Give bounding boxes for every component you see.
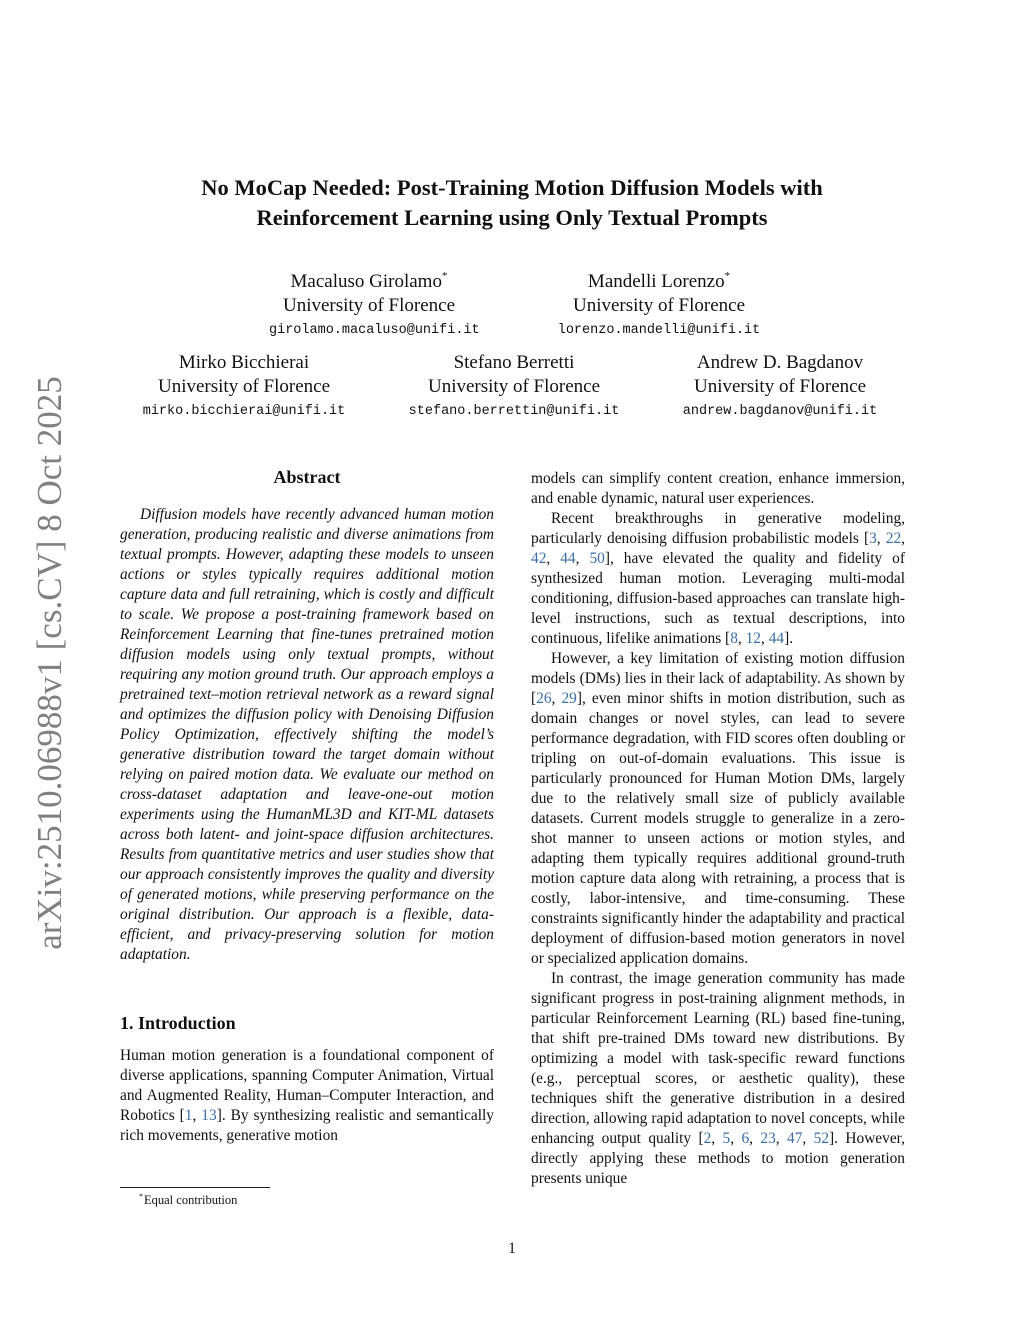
citation-link[interactable]: 6 <box>741 1130 750 1147</box>
author-andrew-bagdanov <box>672 351 888 422</box>
footnote <box>120 1191 494 1209</box>
author-name: Andrew D. Bagdanov <box>696 352 864 373</box>
citation-link[interactable]: 13 <box>201 1107 217 1124</box>
footnote-rule <box>120 1187 270 1188</box>
equal-contribution-mark: * <box>441 270 448 282</box>
author-affiliation: University of Florence <box>427 376 600 397</box>
footnote-mark: * <box>139 1192 143 1201</box>
right-column <box>531 469 905 1189</box>
author-name: Macaluso Girolamo <box>290 271 442 292</box>
title-line-1: No MoCap Needed: Post-Training Motion Diffusion Models with <box>201 175 823 200</box>
paper-title <box>120 173 904 233</box>
citation-link[interactable]: 23 <box>760 1130 776 1147</box>
citation-link[interactable]: 29 <box>561 690 577 707</box>
author-name: Stefano Berretti <box>453 352 575 373</box>
equal-contribution-mark: * <box>724 270 731 282</box>
author-name: Mandelli Lorenzo <box>587 271 725 292</box>
footnote-text: Equal contribution <box>144 1193 238 1207</box>
citation-link[interactable]: 2 <box>703 1130 712 1147</box>
abstract-text: Diffusion models have recently advanced human motion generation, producing realistic and diverse animations from textual prompts. However, adapting these models to unseen actions or styles typically requires additional motion capture data and full retraining, which is costly and difficult to scale. We propose a post-training framework based on Reinforcement Learning that fine-tunes pretrained motion diffusion models using only textual prompts, without requiring any motion ground truth. Our approach employs a pretrained text–motion retrieval network as a reward signal and optimizes the diffusion policy with Denoising Diffusion Policy Optimization, effectively shifting the model’s generative distribution toward the target domain without relying on paired motion data. We evaluate our method on cross-dataset adaptation and leave-one-out motion experiments using the HumanML3D and KIT-ML datasets across both latent- and joint-space diffusion architectures. Results from quantitative metrics and user studies show that our approach consistently improves the quality and diversity of generated motions, while preserving performance on the original distribution. Our approach is a flexible, data-efficient, and privacy-preserving solution for motion adaptation. <box>120 506 494 963</box>
citation-link[interactable]: 22 <box>885 530 902 547</box>
citation-link[interactable]: 44 <box>560 550 576 567</box>
intro-paragraph-1: Human motion generation is a foundational component of diverse applications, spanning Computer Animation, Virtual and Augmented Reality, Human–Computer Interaction, and Robotics [1, 13]. By synthesizing realistic and semantically rich movements, generative motion <box>120 1047 494 1144</box>
author-email[interactable]: girolamo.macaluso@unifi.it <box>269 323 480 338</box>
left-column <box>120 465 494 1146</box>
author-name: Mirko Bicchierai <box>178 352 310 373</box>
citation-link[interactable]: 47 <box>787 1130 803 1147</box>
citation-link[interactable]: 1 <box>184 1107 193 1124</box>
author-macaluso-girolamo <box>269 270 480 341</box>
citation-link[interactable]: 5 <box>722 1130 731 1147</box>
intro-paragraph-1-continued: models can simplify content creation, enhance immersion, and enable dynamic, natural user experiences. <box>531 470 905 507</box>
intro-paragraph-3: However, a key limitation of existing motion diffusion models (DMs) lies in their lack of adaptability. As shown by [26, 29], even minor shifts in motion distribution, such as domain changes or novel styles, can lead to severe performance degradation, with FID scores often doubling or tripling on out-of-domain evaluations. This issue is particularly pronounced for Human Motion DMs, largely due to the relatively small size of publicly available datasets. Current models struggle to generalize in a zero-shot manner to unseen actions or motion styles, and adapting them typically requires additional ground-truth motion capture data along with retraining, a process that is costly, labor-intensive, and time-consuming. These constraints significantly hinder the adaptability and practical deployment of diffusion-based motion generators in novel or specialized application domains. <box>531 650 905 967</box>
citation-link[interactable]: 50 <box>589 550 605 567</box>
author-affiliation: University of Florence <box>157 376 330 397</box>
citation-link[interactable]: 26 <box>536 690 552 707</box>
title-line-2: Reinforcement Learning using Only Textual Prompts <box>256 205 768 230</box>
citation-link[interactable]: 12 <box>745 630 761 647</box>
arxiv-identifier: arXiv:2510.06988v1 [cs.CV] 8 Oct 2025 <box>30 376 70 950</box>
author-email[interactable]: mirko.bicchierai@unifi.it <box>142 404 346 419</box>
author-affiliation: University of Florence <box>572 295 745 316</box>
citation-link[interactable]: 3 <box>869 530 877 547</box>
author-email[interactable]: lorenzo.mandelli@unifi.it <box>557 323 761 338</box>
author-mirko-bicchierai <box>134 351 354 422</box>
author-affiliation: University of Florence <box>693 376 866 397</box>
intro-paragraph-2: Recent breakthroughs in generative modeling, particularly denoising diffusion probabilistic models [3, 22, 42, 44, 50], have elevated the quality and fidelity of synthesized human motion. Leveraging multi-modal conditioning, diffusion-based approaches can translate high-level instructions, such as textual descriptions, into continuous, lifelike animations [8, 12, 44]. <box>531 510 905 647</box>
author-affiliation: University of Florence <box>282 295 455 316</box>
author-email[interactable]: andrew.bagdanov@unifi.it <box>682 404 878 419</box>
abstract-heading: Abstract <box>273 467 341 487</box>
author-email[interactable]: stefano.berrettin@unifi.it <box>408 404 620 419</box>
citation-link[interactable]: 42 <box>531 550 547 567</box>
citation-link[interactable]: 8 <box>730 630 738 647</box>
page-number: 1 <box>508 1240 516 1257</box>
intro-paragraph-4: In contrast, the image generation community has made significant progress in post-training alignment methods, in particular Reinforcement Learning (RL) based fine-tuning, that shift pre-trained DMs toward new distributions. By optimizing a model with task-specific reward functions (e.g., perceptual scores, or aesthetic quality), these techniques shift the generative distribution in a desired direction, allowing rapid adaptation to novel concepts, while enhancing output quality [2, 5, 6, 23, 47, 52]. However, directly applying these methods to motion generation presents unique <box>531 970 906 1187</box>
introduction-heading: 1. Introduction <box>120 1013 236 1033</box>
citation-link[interactable]: 44 <box>768 630 785 647</box>
author-stefano-berretti <box>399 351 629 422</box>
author-mandelli-lorenzo <box>549 270 769 341</box>
citation-link[interactable]: 52 <box>813 1130 830 1147</box>
